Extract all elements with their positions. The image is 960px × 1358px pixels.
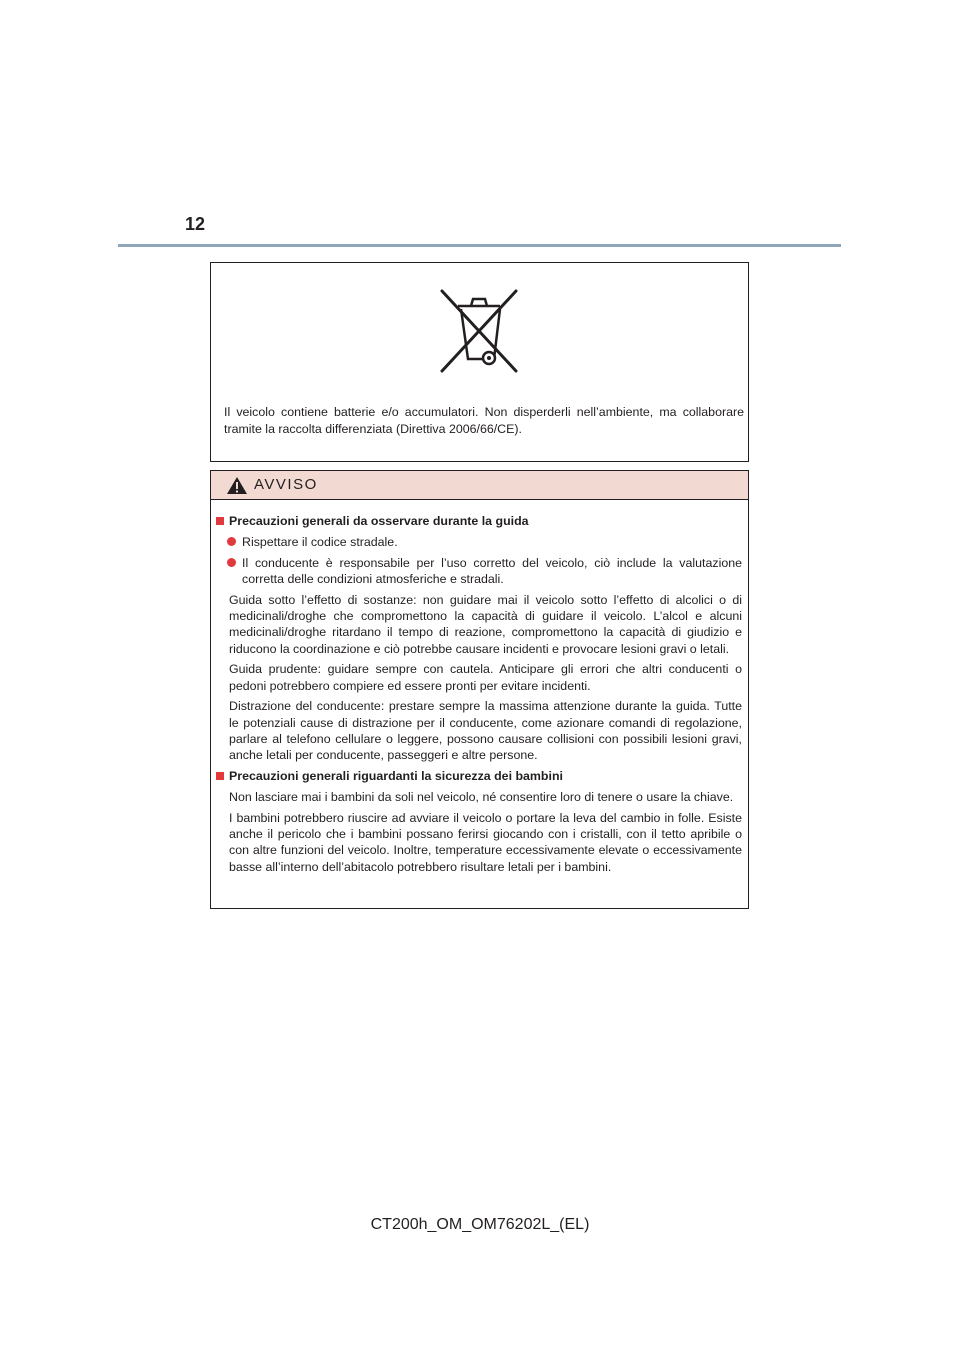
paragraph: Distrazione del conducente: prestare sempre la massima attenzione durante la guida. Tutte le potenziali cause di distrazione per il conducente, come azionare comandi di regolazione, parlare al telefono cellulare o leggere, possono causare collisioni con possibili lesioni gravi, anche letali per conducente, passeggeri e altre persone. (229, 699, 742, 763)
paragraph: Guida prudente: guidare sempre con cautela. Anticipare gli errori che altri conducenti o pedoni potrebbero compiere ed essere pronti per evitare incidenti. (229, 662, 742, 693)
square-bullet-icon (216, 772, 224, 780)
recycling-notice-text: Il veicolo contiene batterie e/o accumulatori. Non disperderli nell’ambiente, ma collaborare tramite la raccolta differenziata (Direttiva 2006/66/CE). (224, 405, 744, 436)
section-heading: Precauzioni generali da osservare durante la guida (216, 513, 742, 529)
list-item: Il conducente è responsabile per l’uso corretto del veicolo, ciò include la valutazione corretta delle condizioni atmosferiche e stradali. (216, 555, 742, 588)
paragraph: I bambini potrebbero riuscire ad avviare il veicolo o portare la leva del cambio in folle. Esiste anche il pericolo che i bambini possano ferirsi giocando con i cristalli, con il tetto apribile o con altre funzioni del veicolo. Inoltre, temperature eccessivamente elevate o eccessivamente basse all’interno dell’abitacolo potrebbero risultare letali per i bambini. (229, 810, 742, 874)
square-bullet-icon (216, 517, 224, 525)
warning-triangle-icon (226, 476, 248, 495)
round-bullet-icon (227, 537, 236, 546)
document-code: CT200h_OM_OM76202L_(EL) (370, 1216, 590, 1233)
header-rule (118, 244, 841, 247)
paragraph: Non lasciare mai i bambini da soli nel veicolo, né consentire loro di tenere o usare la chiave. (229, 789, 734, 804)
warning-title: AVVISO (254, 476, 318, 493)
crossed-out-wheelie-bin-icon (438, 287, 520, 373)
warning-content (216, 513, 742, 879)
list-item: Rispettare il codice stradale. (216, 534, 742, 550)
paragraph: Guida sotto l’effetto di sostanze: non guidare mai il veicolo sotto l’effetto di alcolici o di medicinali/droghe che compromettono la capacità di guidare il veicolo. L’alcol e alcuni medicinali/droghe ritardano il tempo di reazione, compromettono la capacità di giudizio e riducono la coordinazione e ciò potrebbe causare incidenti e provocare lesioni gravi o letali. (229, 592, 742, 656)
section-heading: Precauzioni generali riguardanti la sicurezza dei bambini (216, 768, 742, 784)
page-number: 12 (185, 214, 206, 234)
round-bullet-icon (227, 558, 236, 567)
